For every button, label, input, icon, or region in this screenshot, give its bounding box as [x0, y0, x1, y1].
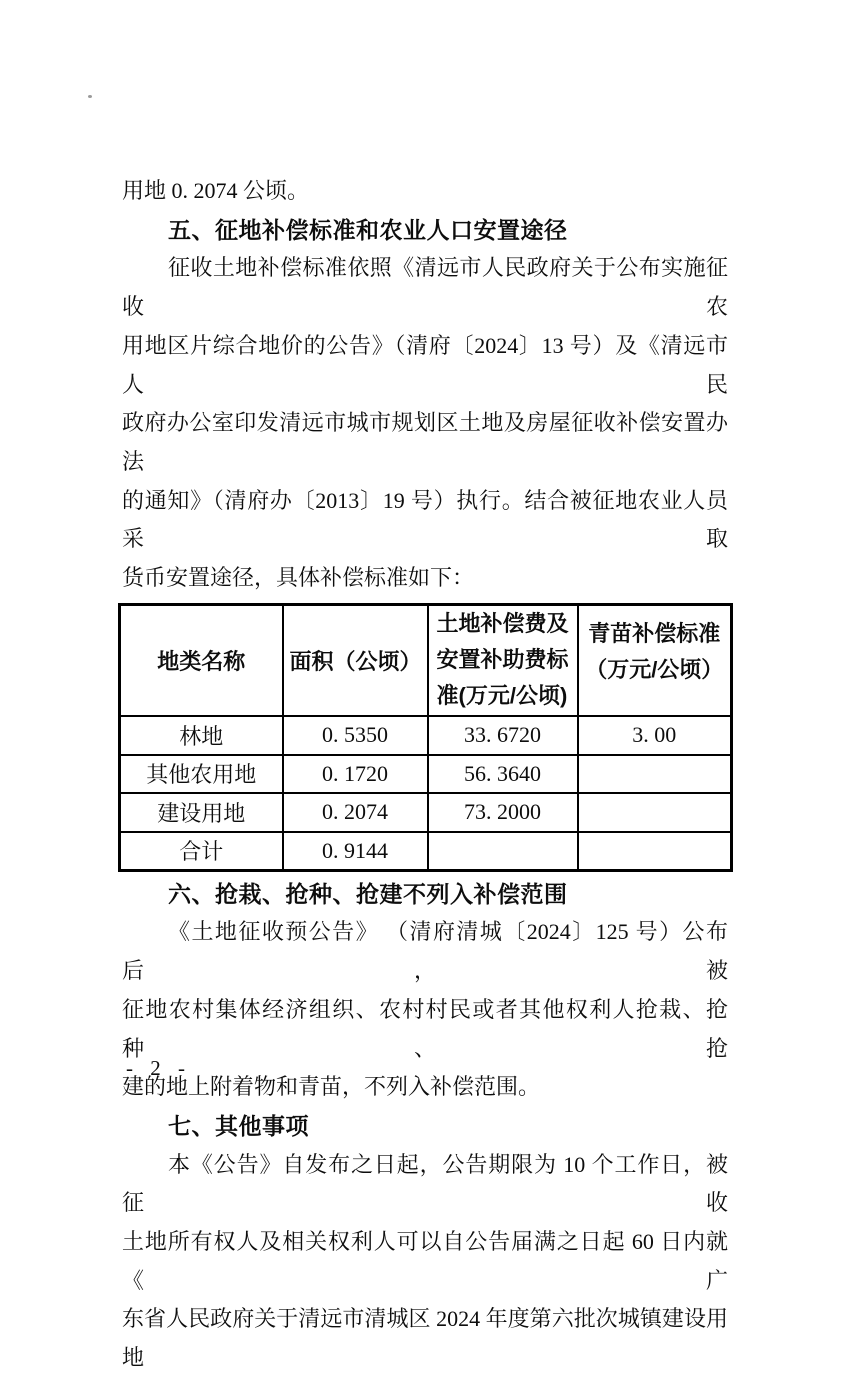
section-five-heading: 五、征地补偿标准和农业人口安置途径	[168, 216, 568, 243]
section-seven	[122, 1107, 728, 1378]
continuation-line: 用地 0. 2074 公顷。	[122, 178, 310, 203]
document-content	[122, 172, 728, 1378]
compensation-table-body	[120, 716, 732, 870]
cell-seedling-compensation	[578, 755, 732, 794]
cell-seedling-compensation	[578, 793, 732, 832]
cell-area: 0. 9144	[283, 832, 428, 871]
table-row	[120, 716, 732, 755]
paragraph-line: 政府办公室印发清远市城市规划区土地及房屋征收补偿安置办法	[122, 410, 728, 474]
paragraph-line: 征收土地补偿标准依照《清远市人民政府关于公布实施征收农	[122, 255, 728, 320]
section-five	[122, 211, 728, 598]
cell-land-compensation: 56. 3640	[428, 755, 578, 794]
paragraph-line: 《土地征收预公告》 （清府清城〔2024〕125 号）公布后，被	[122, 919, 728, 984]
cell-land-type: 其他农用地	[120, 755, 283, 794]
header-seedling-compensation: 青苗补偿标准（万元/公顷）	[578, 604, 732, 716]
cell-land-type: 建设用地	[120, 793, 283, 832]
header-area: 面积（公顷）	[283, 604, 428, 716]
paragraph-line: 土地所有权人及相关权利人可以自公告届满之日起 60 日内就《广	[122, 1229, 728, 1293]
paragraph-line: 本《公告》自发布之日起，公告期限为 10 个工作日，被征收	[122, 1151, 728, 1216]
cell-seedling-compensation	[578, 832, 732, 871]
paragraph-line: 用地区片综合地价的公告》（清府〔2024〕13 号）及《清远市人民	[122, 332, 728, 397]
paragraph-line: 征地农村集体经济组织、农村村民或者其他权利人抢栽、抢种、抢	[122, 996, 728, 1061]
page-number: - 2 -	[126, 1056, 191, 1080]
cell-land-compensation: 33. 6720	[428, 716, 578, 755]
table-row	[120, 755, 732, 794]
paragraph-line: 建的地上附着物和青苗，不列入补偿范围。	[122, 1074, 541, 1100]
paragraph-line: 东省人民政府关于清远市清城区 2024 年度第六批次城镇建设用地	[122, 1306, 728, 1371]
header-land-compensation: 土地补偿费及安置补助费标准(万元/公顷)	[428, 604, 578, 716]
cell-area: 0. 5350	[283, 716, 428, 755]
section-six	[122, 875, 728, 1107]
cell-land-compensation	[428, 832, 578, 871]
cell-land-type: 合计	[120, 832, 283, 871]
cell-seedling-compensation: 3. 00	[578, 716, 732, 755]
paragraph-line: 货币安置途径，具体补偿标准如下：	[122, 565, 475, 591]
compensation-table	[118, 603, 733, 872]
cell-area: 0. 2074	[283, 793, 428, 832]
cell-land-compensation: 73. 2000	[428, 793, 578, 832]
table-row	[120, 793, 732, 832]
table-header-row	[120, 604, 732, 716]
section-six-heading: 六、抢栽、抢种、抢建不列入补偿范围	[168, 880, 568, 907]
cell-area: 0. 1720	[283, 755, 428, 794]
scan-artifact	[88, 95, 92, 98]
header-land-type: 地类名称	[120, 604, 283, 716]
compensation-table-header	[120, 604, 732, 716]
table-row	[120, 832, 732, 871]
cell-land-type: 林地	[120, 716, 283, 755]
paragraph-line: 的通知》（清府办〔2013〕19 号）执行。结合被征地农业人员采取	[122, 487, 728, 552]
section-seven-heading: 七、其他事项	[168, 1112, 309, 1139]
